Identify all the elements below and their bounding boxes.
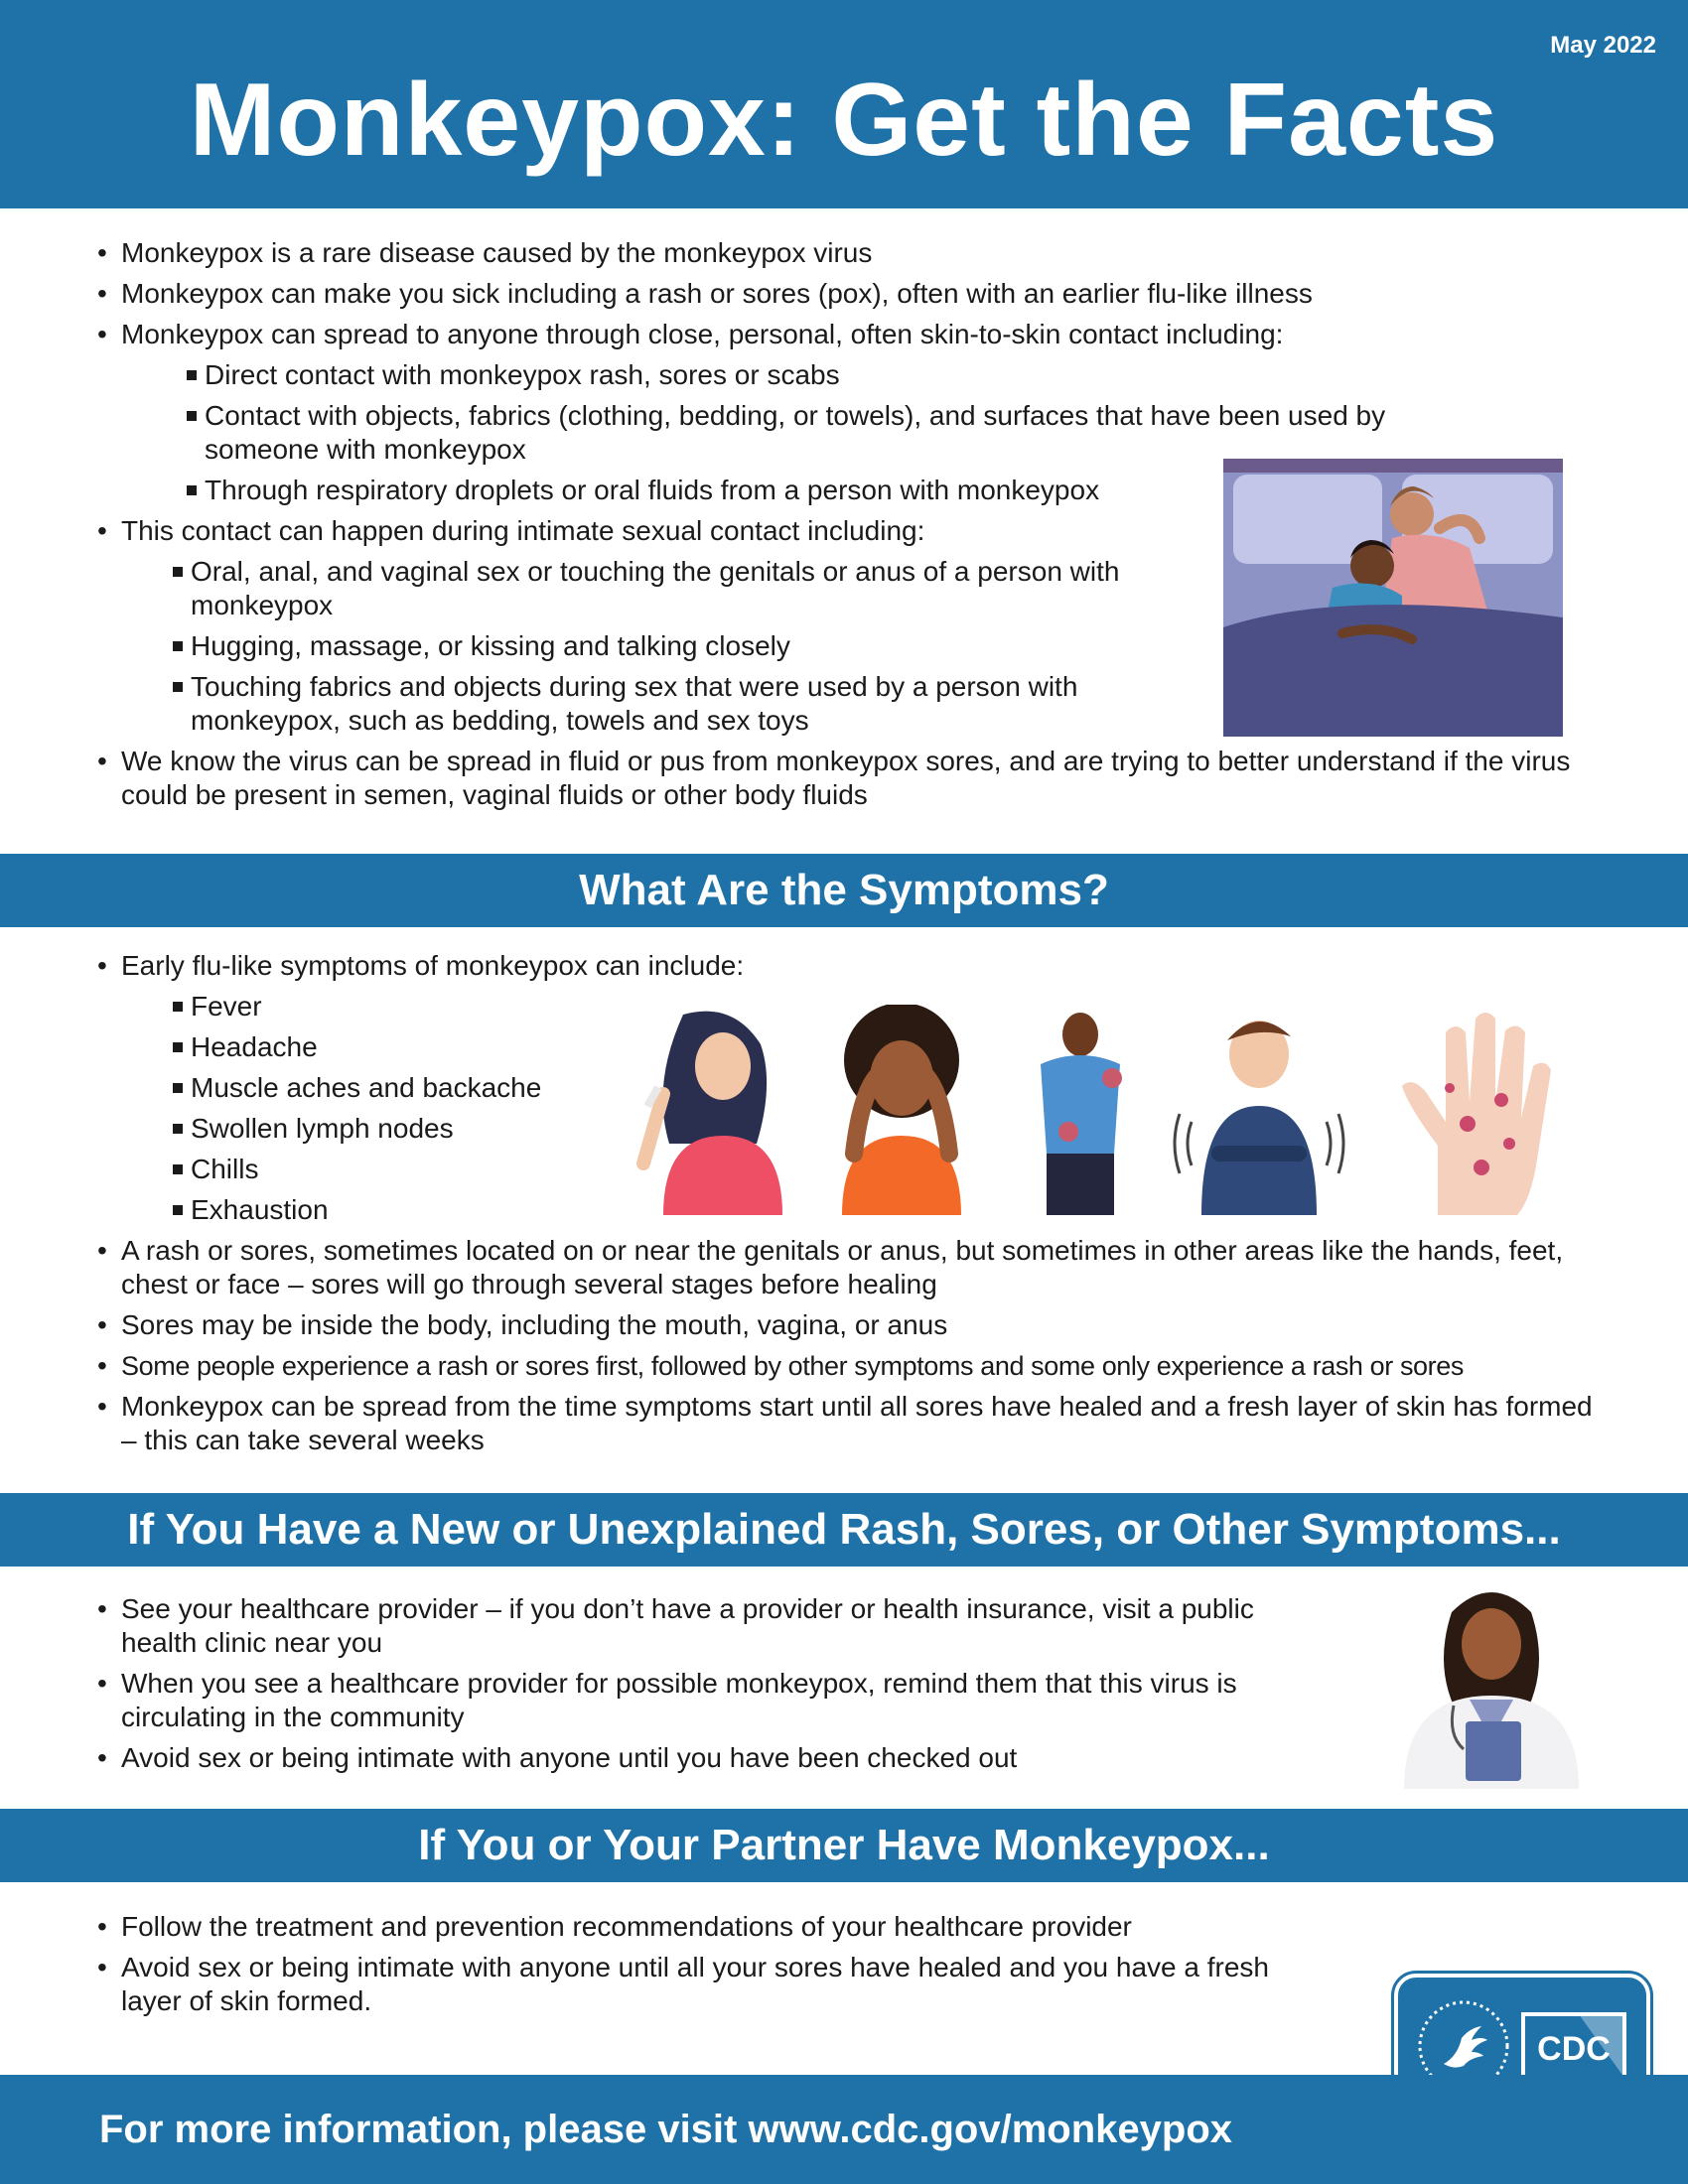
footer-band — [0, 2075, 1688, 2184]
rash-band — [0, 1493, 1688, 1567]
symptom-item: Swollen lymph nodes — [169, 1112, 1605, 1146]
rash-hand-illustration — [1402, 1013, 1551, 1215]
list-item: • Some people experience a rash or sores first, followed by other symptoms and some only experience a rash or sores — [95, 1349, 1605, 1383]
symptom-item: Fever — [169, 990, 1605, 1024]
list-item: • Follow the treatment and prevention recommendations of your healthcare provider — [95, 1910, 1327, 1944]
rash-heading: If You Have a New or Unexplained Rash, Sores, or Other Symptoms... — [127, 1505, 1561, 1554]
partner-heading: If You or Your Partner Have Monkeypox... — [418, 1821, 1270, 1869]
page-title: Monkeypox: Get the Facts — [189, 63, 1499, 178]
symptom-item: Muscle aches and backache — [169, 1071, 1605, 1105]
symptoms-heading: What Are the Symptoms? — [579, 866, 1109, 914]
partner-band — [0, 1809, 1688, 1882]
headache-illustration — [842, 1005, 961, 1215]
cdc-logo-text: CDC — [1537, 2030, 1611, 2068]
rash-section — [95, 1592, 1346, 1782]
doctor-illustration — [1394, 1582, 1589, 1789]
fever-illustration — [643, 1012, 782, 1215]
symptom-illustrations — [624, 1005, 1567, 1215]
list-item: • Monkeypox is a rare disease caused by the monkeypox virus — [95, 236, 1605, 270]
publication-date: May 2022 — [1550, 32, 1656, 59]
list-item: • See your healthcare provider – if you don’t have a provider or health insurance, visit a public health clinic near you — [95, 1592, 1287, 1660]
sub-list-item: Through respiratory droplets or oral fluids from a person with monkeypox — [183, 474, 1605, 507]
list-item: • We know the virus can be spread in fluid or pus from monkeypox sores, and are trying to better understand if the virus could be present in semen, vaginal fluids or other body fluids — [95, 745, 1605, 812]
sub-list-item: Oral, anal, and vaginal sex or touching the genitals or anus of a person with monkeypox — [169, 555, 1162, 622]
couple-in-bed-illustration — [1223, 459, 1563, 737]
backache-illustration — [1041, 1013, 1122, 1215]
list-item-text: Monkeypox can spread to anyone through close, personal, often skin-to-skin contact including: — [121, 319, 1284, 349]
symptoms-band — [0, 854, 1688, 927]
list-item-text: Early flu-like symptoms of monkeypox can include: — [121, 950, 745, 981]
list-item: • Avoid sex or being intimate with anyone until you have been checked out — [95, 1741, 1346, 1775]
sub-list-item: Hugging, massage, or kissing and talking closely — [169, 629, 1162, 663]
cdc-logo-icon — [1519, 2006, 1628, 2086]
symptom-item: Headache — [169, 1030, 1605, 1064]
sub-list-item: Contact with objects, fabrics (clothing, bedding, or towels), and surfaces that have been used by someone with monkeypox — [183, 399, 1493, 467]
list-item: • Monkeypox can be spread from the time symptoms start until all sores have healed and a fresh layer of skin has formed – this can take several weeks — [95, 1390, 1605, 1457]
list-item: • A rash or sores, sometimes located on or near the genitals or anus, but sometimes in other areas like the hands, feet, chest or face – sores will go through several stages before healing — [95, 1234, 1605, 1301]
sub-list-item: Direct contact with monkeypox rash, sores or scabs — [183, 358, 1605, 392]
list-item: • When you see a healthcare provider for possible monkeypox, remind them that this virus is circulating in the community — [95, 1667, 1346, 1734]
symptom-item: Chills — [169, 1153, 1605, 1186]
chills-illustration — [1175, 1021, 1343, 1215]
list-item: • Monkeypox can make you sick including a rash or sores (pox), often with an earlier flu-like illness — [95, 277, 1605, 311]
partner-section — [95, 1910, 1327, 2025]
list-item: • Sores may be inside the body, including the mouth, vagina, or anus — [95, 1308, 1605, 1342]
list-item: • Avoid sex or being intimate with anyone until all your sores have healed and you have a fresh layer of skin formed. — [95, 1951, 1287, 2018]
list-item-text: This contact can happen during intimate sexual contact including: — [121, 515, 925, 546]
sub-list-item: Touching fabrics and objects during sex that were used by a person with monkeypox, such as bedding, towels and sex toys — [169, 670, 1162, 738]
symptom-item: Exhaustion — [169, 1193, 1605, 1227]
title-band — [0, 0, 1688, 208]
footer-link-text[interactable]: For more information, please visit www.cdc.gov/monkeypox — [99, 2107, 1232, 2151]
